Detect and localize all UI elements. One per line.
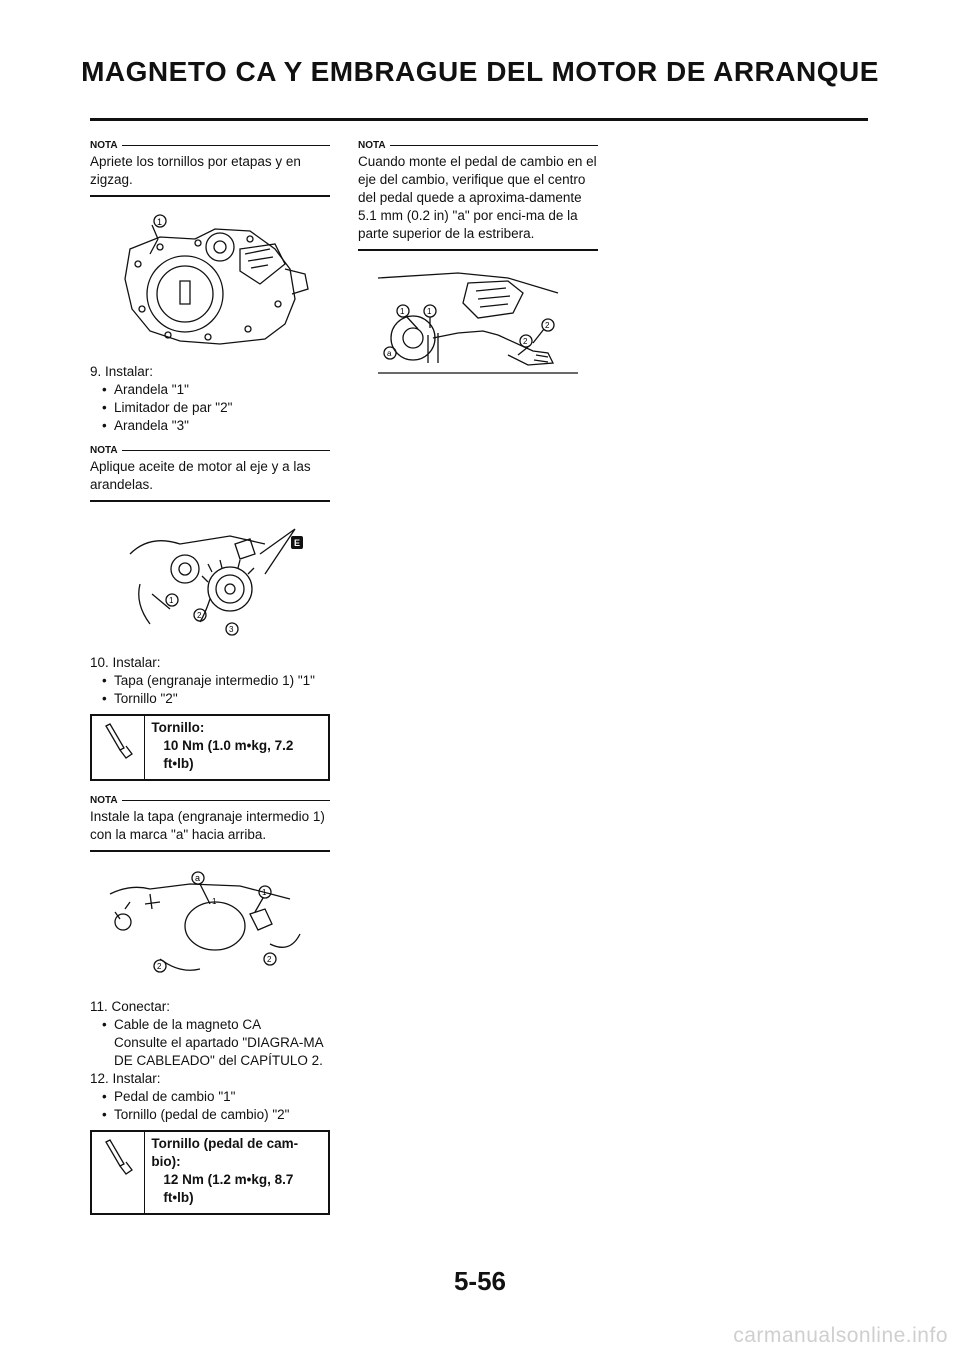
callout-label: 2 <box>267 955 272 964</box>
left-column <box>90 138 330 1215</box>
idle-gear-cover-illustration <box>90 864 330 984</box>
list-item: • Arandela "3" <box>90 417 330 435</box>
list-item: • Pedal de cambio "1" <box>90 1088 330 1106</box>
callout-label: 3 <box>229 625 234 634</box>
note-text: Aplique aceite de motor al eje y a las arandelas. <box>90 459 311 492</box>
figure-engine-cover <box>90 209 330 359</box>
callout-label: 1 <box>427 307 432 316</box>
callout-label: a <box>387 349 392 358</box>
right-column <box>358 138 598 388</box>
figure-idle-gear-cover <box>90 864 330 984</box>
callout-label: 1 <box>169 596 174 605</box>
spec-value: 10 Nm (1.0 m•kg, 7.2 ft•lb) <box>163 738 294 771</box>
figure-starter-clutch <box>90 514 330 644</box>
callout-label: 2 <box>157 962 162 971</box>
list-item: • Tornillo "2" <box>90 690 330 708</box>
wrench-icon <box>92 716 145 779</box>
callout-label: 1 <box>400 307 405 316</box>
note-rule-bottom <box>90 500 330 502</box>
badge-label: E <box>294 538 301 548</box>
torque-spec-box <box>90 1130 330 1215</box>
note-box <box>358 138 598 251</box>
step-12-title: 12. Instalar: <box>90 1071 161 1086</box>
wrench-icon <box>92 1132 145 1213</box>
note-label: NOTA <box>90 444 118 456</box>
note-rule <box>390 145 598 146</box>
title-divider <box>90 118 868 121</box>
spec-value: 12 Nm (1.2 m•kg, 8.7 ft•lb) <box>163 1172 294 1205</box>
page-number: 5-56 <box>453 1266 507 1296</box>
list-item: • Cable de la magneto CA <box>90 1016 330 1034</box>
note-label: NOTA <box>90 794 118 806</box>
note-label: NOTA <box>90 139 118 151</box>
note-box <box>90 138 330 197</box>
callout-label: 1 <box>157 217 163 227</box>
callout-label: 1 <box>212 897 217 906</box>
note-text: Cuando monte el pedal de cambio en el eje del cambio, verifique que el centro del pedal quede a aproxima-damente 5.1 mm (0.2 in) "a" por enci-ma de la parte superior de la estribera. <box>358 154 597 241</box>
step-10-title: 10. Instalar: <box>90 655 161 670</box>
note-text: Instale la tapa (engranaje intermedio 1) con la marca "a" hacia arriba. <box>90 809 325 842</box>
shift-pedal-illustration <box>358 263 598 388</box>
step-11-title: 11. Conectar: <box>90 999 171 1014</box>
figure-shift-pedal <box>358 263 598 388</box>
spec-label: Tornillo (pedal de cam-bio): <box>151 1136 299 1169</box>
note-rule <box>122 145 330 146</box>
note-rule <box>122 450 330 451</box>
note-box <box>90 443 330 502</box>
callout-label: a <box>195 873 201 883</box>
callout-label: 2 <box>197 611 202 620</box>
note-rule-bottom <box>358 249 598 251</box>
list-item: • Arandela "1" <box>90 381 330 399</box>
engine-cover-illustration <box>90 209 330 359</box>
torque-spec-box <box>90 714 330 781</box>
list-item: • Tornillo (pedal de cambio) "2" <box>90 1106 330 1124</box>
watermark: carmanualsonline.info <box>733 1324 948 1347</box>
list-item: • Limitador de par "2" <box>90 399 330 417</box>
page-title: MAGNETO CA Y EMBRAGUE DEL MOTOR DE ARRANQUE <box>81 56 879 87</box>
callout-label: 1 <box>262 888 267 897</box>
starter-clutch-illustration <box>90 514 330 644</box>
note-label: NOTA <box>358 139 386 151</box>
note-box <box>90 793 330 852</box>
note-rule-bottom <box>90 850 330 852</box>
list-item-note: Consulte el apartado "DIAGRA-MA DE CABLEADO" del CAPÍTULO 2. <box>114 1035 323 1068</box>
list-item: • Tapa (engranaje intermedio 1) "1" <box>90 672 330 690</box>
step-9-title: 9. Instalar: <box>90 364 154 379</box>
callout-label: 2 <box>523 337 528 346</box>
spec-label: Tornillo: <box>151 720 205 735</box>
note-text: Apriete los tornillos por etapas y en zigzag. <box>90 154 301 187</box>
note-rule <box>122 800 330 801</box>
note-rule-bottom <box>90 195 330 197</box>
callout-label: 2 <box>545 321 550 330</box>
